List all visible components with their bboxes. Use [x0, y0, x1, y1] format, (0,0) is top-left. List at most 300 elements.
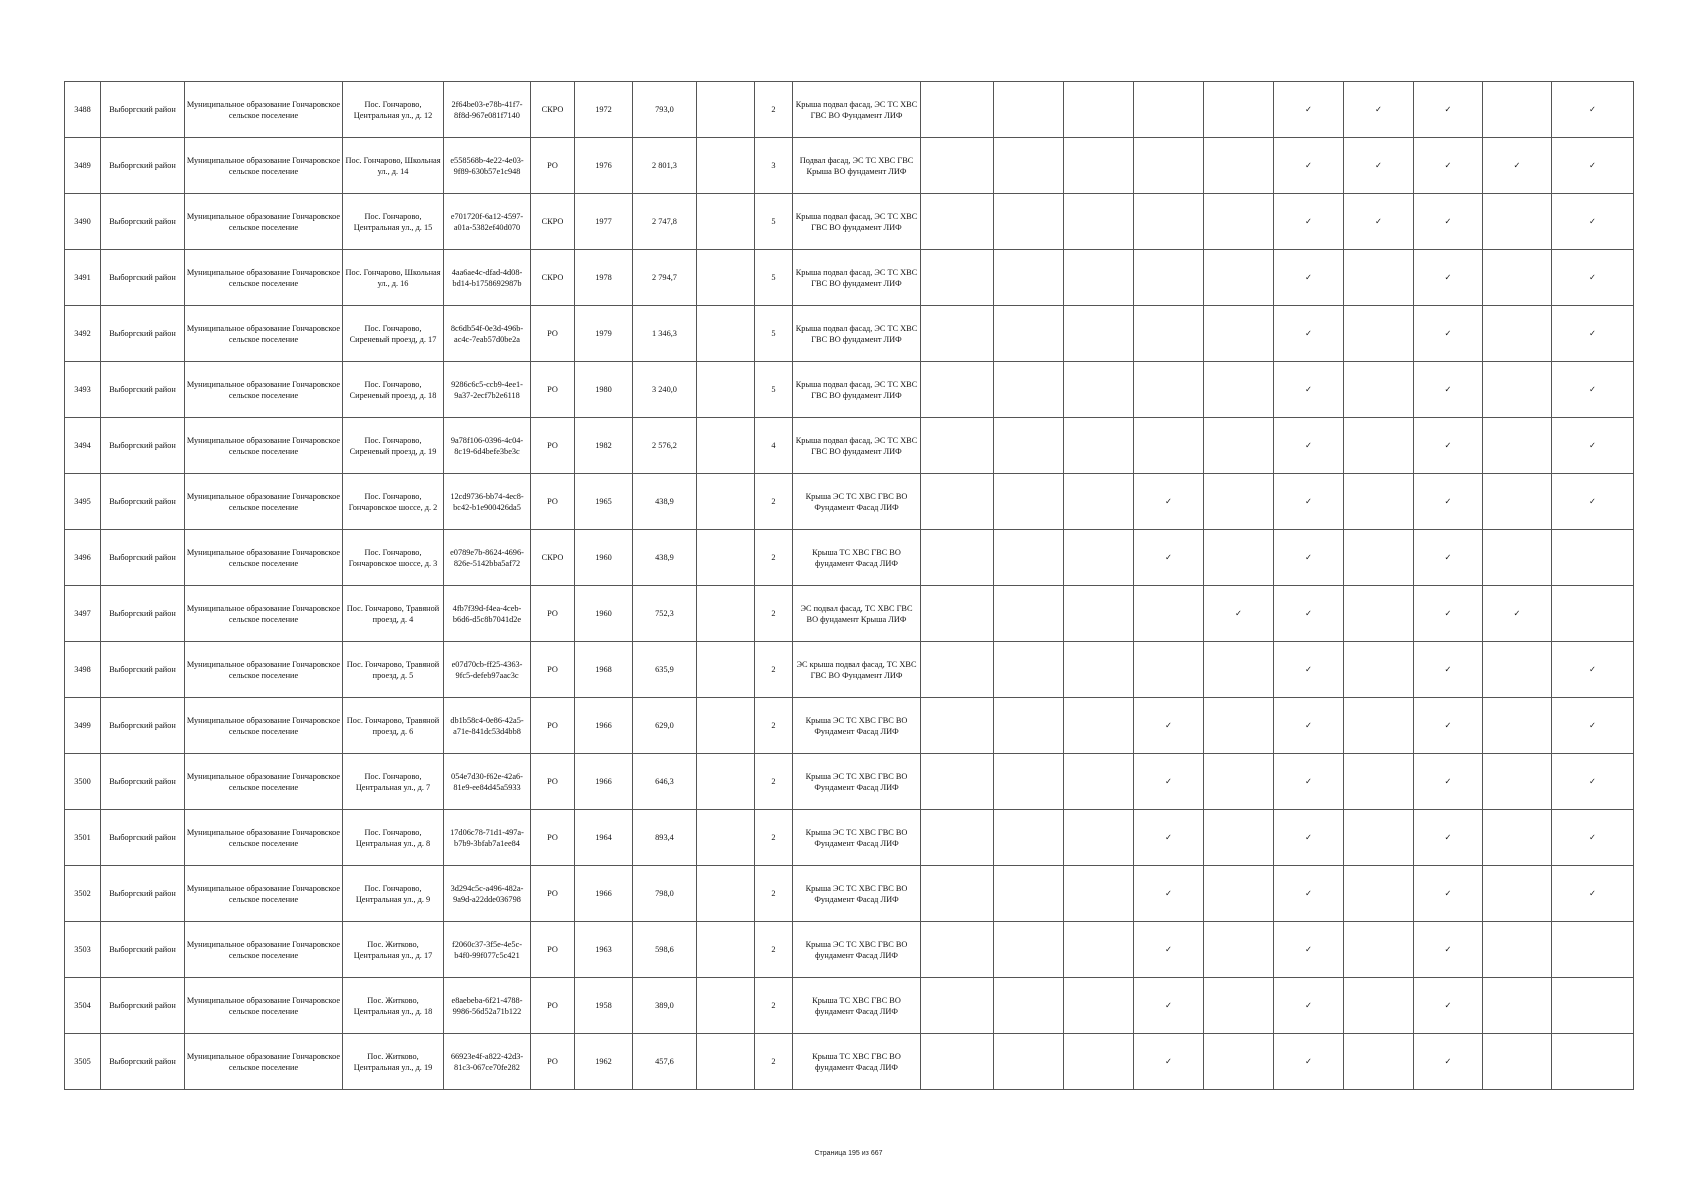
- municipality-cell: Муниципальное образование Гончаровское сельское поселение: [185, 1034, 343, 1090]
- row-number-cell: 3498: [65, 642, 101, 698]
- area-cell: 2 747,8: [633, 194, 697, 250]
- work-check-cell: [994, 698, 1064, 754]
- work-check-cell: [1552, 474, 1634, 530]
- district-cell: Выборгский район: [101, 250, 185, 306]
- address-cell: Пос. Житково, Центральная ул., д. 17: [343, 922, 444, 978]
- checkmark-icon: ✓: [1305, 944, 1312, 954]
- work-check-cell: [1064, 82, 1134, 138]
- table-row: [65, 586, 1634, 642]
- checkmark-icon: ✓: [1165, 944, 1172, 954]
- year-cell: 1976: [575, 138, 633, 194]
- checkmark-icon: ✓: [1589, 888, 1596, 898]
- work-check-cell: [1134, 754, 1204, 810]
- table-row: [65, 474, 1634, 530]
- district-cell: Выборгский район: [101, 194, 185, 250]
- checkmark-icon: ✓: [1305, 384, 1312, 394]
- work-check-cell: [1552, 810, 1634, 866]
- work-check-cell: [1064, 810, 1134, 866]
- floors-cell: 2: [755, 642, 793, 698]
- municipality-cell: Муниципальное образование Гончаровское сельское поселение: [185, 138, 343, 194]
- work-check-cell: [1483, 138, 1552, 194]
- year-cell: 1966: [575, 754, 633, 810]
- work-check-cell: [994, 754, 1064, 810]
- municipality-cell: Муниципальное образование Гончаровское сельское поселение: [185, 530, 343, 586]
- work-check-cell: [921, 194, 994, 250]
- work-check-cell: [1204, 922, 1274, 978]
- checkmark-icon: ✓: [1305, 440, 1312, 450]
- district-cell: Выборгский район: [101, 306, 185, 362]
- guid-cell: e07d70cb-ff25-4363-9fc5-defeb97aac3c: [444, 642, 531, 698]
- work-check-cell: [994, 810, 1064, 866]
- work-check-cell: [1483, 866, 1552, 922]
- work-check-cell: [1134, 698, 1204, 754]
- program-cell: РО: [531, 306, 575, 362]
- floors-cell: 2: [755, 978, 793, 1034]
- municipality-cell: Муниципальное образование Гончаровское сельское поселение: [185, 810, 343, 866]
- empty-cell: [697, 698, 755, 754]
- work-check-cell: [1274, 922, 1344, 978]
- checkmark-icon: ✓: [1305, 272, 1312, 282]
- address-cell: Пос. Гончарово, Гончаровское шоссе, д. 2: [343, 474, 444, 530]
- work-check-cell: [994, 418, 1064, 474]
- works-cell: Крыша ЭС ТС ХВС ГВС ВО Фундамент Фасад ЛИФ: [793, 698, 921, 754]
- guid-cell: e558568b-4e22-4e03-9f89-630b57e1c948: [444, 138, 531, 194]
- work-check-cell: [1274, 474, 1344, 530]
- address-cell: Пос. Гончарово, Травяной проезд, д. 5: [343, 642, 444, 698]
- municipality-cell: Муниципальное образование Гончаровское сельское поселение: [185, 866, 343, 922]
- table-row: [65, 362, 1634, 418]
- work-check-cell: [1134, 250, 1204, 306]
- work-check-cell: [994, 138, 1064, 194]
- district-cell: Выборгский район: [101, 978, 185, 1034]
- work-check-cell: [1414, 362, 1483, 418]
- table-row: [65, 922, 1634, 978]
- work-check-cell: [1134, 810, 1204, 866]
- district-cell: Выборгский район: [101, 138, 185, 194]
- program-cell: РО: [531, 586, 575, 642]
- checkmark-icon: ✓: [1165, 552, 1172, 562]
- checkmark-icon: ✓: [1589, 440, 1596, 450]
- year-cell: 1982: [575, 418, 633, 474]
- checkmark-icon: ✓: [1375, 160, 1382, 170]
- work-check-cell: [1134, 530, 1204, 586]
- checkmark-icon: ✓: [1305, 832, 1312, 842]
- work-check-cell: [1204, 978, 1274, 1034]
- work-check-cell: [921, 138, 994, 194]
- area-cell: 2 801,3: [633, 138, 697, 194]
- work-check-cell: [1204, 642, 1274, 698]
- work-check-cell: [1134, 474, 1204, 530]
- work-check-cell: [1414, 642, 1483, 698]
- checkmark-icon: ✓: [1305, 496, 1312, 506]
- checkmark-icon: ✓: [1305, 552, 1312, 562]
- work-check-cell: [921, 810, 994, 866]
- table-row: [65, 82, 1634, 138]
- work-check-cell: [1344, 418, 1414, 474]
- work-check-cell: [1414, 922, 1483, 978]
- work-check-cell: [1344, 530, 1414, 586]
- checkmark-icon: ✓: [1589, 720, 1596, 730]
- municipality-cell: Муниципальное образование Гончаровское сельское поселение: [185, 418, 343, 474]
- work-check-cell: [1414, 306, 1483, 362]
- checkmark-icon: ✓: [1589, 832, 1596, 842]
- work-check-cell: [1064, 306, 1134, 362]
- checkmark-icon: ✓: [1375, 216, 1382, 226]
- guid-cell: 2f64be03-e78b-41f7-8f8d-967e081f7140: [444, 82, 531, 138]
- address-cell: Пос. Житково, Центральная ул., д. 19: [343, 1034, 444, 1090]
- program-cell: СКРО: [531, 194, 575, 250]
- checkmark-icon: ✓: [1305, 104, 1312, 114]
- empty-cell: [697, 82, 755, 138]
- work-check-cell: [1134, 922, 1204, 978]
- row-number-cell: 3502: [65, 866, 101, 922]
- work-check-cell: [1483, 698, 1552, 754]
- floors-cell: 2: [755, 922, 793, 978]
- work-check-cell: [1344, 362, 1414, 418]
- work-check-cell: [994, 474, 1064, 530]
- work-check-cell: [921, 866, 994, 922]
- work-check-cell: [1414, 698, 1483, 754]
- checkmark-icon: ✓: [1165, 888, 1172, 898]
- work-check-cell: [994, 922, 1064, 978]
- work-check-cell: [1204, 1034, 1274, 1090]
- work-check-cell: [921, 474, 994, 530]
- guid-cell: 3d294c5c-a496-482a-9a9d-a22dde036798: [444, 866, 531, 922]
- work-check-cell: [921, 418, 994, 474]
- work-check-cell: [994, 586, 1064, 642]
- work-check-cell: [1552, 586, 1634, 642]
- empty-cell: [697, 474, 755, 530]
- table-row: [65, 306, 1634, 362]
- checkmark-icon: ✓: [1444, 552, 1452, 562]
- area-cell: 2 794,7: [633, 250, 697, 306]
- address-cell: Пос. Гончарово, Сиреневый проезд, д. 18: [343, 362, 444, 418]
- work-check-cell: [1552, 530, 1634, 586]
- row-number-cell: 3489: [65, 138, 101, 194]
- work-check-cell: [1552, 866, 1634, 922]
- district-cell: Выборгский район: [101, 362, 185, 418]
- table-row: [65, 642, 1634, 698]
- work-check-cell: [1204, 362, 1274, 418]
- municipality-cell: Муниципальное образование Гончаровское сельское поселение: [185, 922, 343, 978]
- work-check-cell: [994, 978, 1064, 1034]
- works-cell: Крыша ЭС ТС ХВС ГВС ВО Фундамент Фасад ЛИФ: [793, 754, 921, 810]
- work-check-cell: [1274, 866, 1344, 922]
- work-check-cell: [1204, 138, 1274, 194]
- program-cell: РО: [531, 362, 575, 418]
- checkmark-icon: ✓: [1444, 384, 1452, 394]
- municipality-cell: Муниципальное образование Гончаровское сельское поселение: [185, 250, 343, 306]
- empty-cell: [697, 138, 755, 194]
- work-check-cell: [1414, 978, 1483, 1034]
- work-check-cell: [1344, 922, 1414, 978]
- checkmark-icon: ✓: [1165, 1056, 1172, 1066]
- address-cell: Пос. Гончарово, Сиреневый проезд, д. 19: [343, 418, 444, 474]
- year-cell: 1962: [575, 1034, 633, 1090]
- work-check-cell: [1064, 922, 1134, 978]
- work-check-cell: [921, 642, 994, 698]
- checkmark-icon: ✓: [1444, 328, 1452, 338]
- work-check-cell: [1483, 82, 1552, 138]
- empty-cell: [697, 642, 755, 698]
- work-check-cell: [1344, 1034, 1414, 1090]
- work-check-cell: [921, 82, 994, 138]
- program-cell: РО: [531, 810, 575, 866]
- work-check-cell: [1274, 642, 1344, 698]
- works-cell: Подвал фасад, ЭС ТС ХВС ГВС Крыша ВО фундамент ЛИФ: [793, 138, 921, 194]
- work-check-cell: [1274, 138, 1344, 194]
- checkmark-icon: ✓: [1589, 328, 1596, 338]
- checkmark-icon: ✓: [1305, 720, 1312, 730]
- floors-cell: 2: [755, 1034, 793, 1090]
- row-number-cell: 3503: [65, 922, 101, 978]
- works-cell: Крыша ЭС ТС ХВС ГВС ВО Фундамент Фасад ЛИФ: [793, 810, 921, 866]
- work-check-cell: [994, 1034, 1064, 1090]
- work-check-cell: [1344, 978, 1414, 1034]
- year-cell: 1977: [575, 194, 633, 250]
- work-check-cell: [1274, 754, 1344, 810]
- row-number-cell: 3492: [65, 306, 101, 362]
- works-cell: Крыша ЭС ТС ХВС ГВС ВО Фундамент Фасад ЛИФ: [793, 474, 921, 530]
- checkmark-icon: ✓: [1444, 216, 1452, 226]
- area-cell: 457,6: [633, 1034, 697, 1090]
- work-check-cell: [1552, 194, 1634, 250]
- work-check-cell: [1414, 418, 1483, 474]
- work-check-cell: [1414, 474, 1483, 530]
- year-cell: 1963: [575, 922, 633, 978]
- row-number-cell: 3496: [65, 530, 101, 586]
- municipality-cell: Муниципальное образование Гончаровское сельское поселение: [185, 474, 343, 530]
- year-cell: 1966: [575, 866, 633, 922]
- work-check-cell: [1483, 978, 1552, 1034]
- district-cell: Выборгский район: [101, 586, 185, 642]
- checkmark-icon: ✓: [1444, 720, 1452, 730]
- work-check-cell: [994, 642, 1064, 698]
- year-cell: 1960: [575, 530, 633, 586]
- work-check-cell: [1064, 642, 1134, 698]
- program-cell: СКРО: [531, 530, 575, 586]
- work-check-cell: [1134, 586, 1204, 642]
- checkmark-icon: ✓: [1305, 328, 1312, 338]
- work-check-cell: [1344, 306, 1414, 362]
- district-cell: Выборгский район: [101, 698, 185, 754]
- year-cell: 1966: [575, 698, 633, 754]
- floors-cell: 5: [755, 194, 793, 250]
- work-check-cell: [1552, 250, 1634, 306]
- work-check-cell: [1483, 250, 1552, 306]
- work-check-cell: [1134, 418, 1204, 474]
- floors-cell: 5: [755, 362, 793, 418]
- works-cell: Крыша подвал фасад, ЭС ТС ХВС ГВС ВО фундамент ЛИФ: [793, 306, 921, 362]
- work-check-cell: [921, 698, 994, 754]
- work-check-cell: [994, 362, 1064, 418]
- housing-registry-table: [64, 81, 1634, 1090]
- municipality-cell: Муниципальное образование Гончаровское сельское поселение: [185, 642, 343, 698]
- work-check-cell: [1134, 138, 1204, 194]
- work-check-cell: [1414, 754, 1483, 810]
- work-check-cell: [1414, 138, 1483, 194]
- address-cell: Пос. Гончарово, Центральная ул., д. 9: [343, 866, 444, 922]
- municipality-cell: Муниципальное образование Гончаровское сельское поселение: [185, 586, 343, 642]
- year-cell: 1960: [575, 586, 633, 642]
- district-cell: Выборгский район: [101, 418, 185, 474]
- work-check-cell: [1064, 474, 1134, 530]
- work-check-cell: [1414, 866, 1483, 922]
- address-cell: Пос. Гончарово, Школьная ул., д. 16: [343, 250, 444, 306]
- program-cell: РО: [531, 866, 575, 922]
- checkmark-icon: ✓: [1444, 160, 1452, 170]
- floors-cell: 4: [755, 418, 793, 474]
- checkmark-icon: ✓: [1444, 832, 1452, 842]
- work-check-cell: [1552, 642, 1634, 698]
- work-check-cell: [1204, 810, 1274, 866]
- table-row: [65, 530, 1634, 586]
- empty-cell: [697, 754, 755, 810]
- work-check-cell: [1274, 530, 1344, 586]
- work-check-cell: [994, 250, 1064, 306]
- year-cell: 1980: [575, 362, 633, 418]
- work-check-cell: [1064, 866, 1134, 922]
- work-check-cell: [1344, 138, 1414, 194]
- work-check-cell: [1274, 586, 1344, 642]
- area-cell: 438,9: [633, 530, 697, 586]
- checkmark-icon: ✓: [1444, 1000, 1452, 1010]
- work-check-cell: [1414, 250, 1483, 306]
- checkmark-icon: ✓: [1375, 104, 1382, 114]
- work-check-cell: [1134, 82, 1204, 138]
- checkmark-icon: ✓: [1589, 160, 1596, 170]
- work-check-cell: [1483, 1034, 1552, 1090]
- work-check-cell: [1552, 418, 1634, 474]
- work-check-cell: [994, 194, 1064, 250]
- table-row: [65, 1034, 1634, 1090]
- work-check-cell: [1414, 810, 1483, 866]
- work-check-cell: [1204, 250, 1274, 306]
- work-check-cell: [1274, 82, 1344, 138]
- checkmark-icon: ✓: [1305, 160, 1312, 170]
- municipality-cell: Муниципальное образование Гончаровское сельское поселение: [185, 978, 343, 1034]
- work-check-cell: [1344, 250, 1414, 306]
- work-check-cell: [921, 586, 994, 642]
- area-cell: 646,3: [633, 754, 697, 810]
- table-row: [65, 138, 1634, 194]
- district-cell: Выборгский район: [101, 642, 185, 698]
- work-check-cell: [1414, 1034, 1483, 1090]
- guid-cell: 12cd9736-bb74-4ec8-bc42-b1e900426da5: [444, 474, 531, 530]
- guid-cell: 4aa6ae4c-dfad-4d08-bd14-b1758692987b: [444, 250, 531, 306]
- program-cell: РО: [531, 754, 575, 810]
- row-number-cell: 3494: [65, 418, 101, 474]
- checkmark-icon: ✓: [1305, 664, 1312, 674]
- guid-cell: 4fb7f39d-f4ea-4ceb-b6d6-d5c8b7041d2e: [444, 586, 531, 642]
- table-row: [65, 754, 1634, 810]
- work-check-cell: [1552, 82, 1634, 138]
- floors-cell: 2: [755, 586, 793, 642]
- table-row: [65, 250, 1634, 306]
- work-check-cell: [1483, 418, 1552, 474]
- works-cell: Крыша ЭС ТС ХВС ГВС ВО Фундамент Фасад ЛИФ: [793, 866, 921, 922]
- checkmark-icon: ✓: [1589, 104, 1596, 114]
- program-cell: РО: [531, 978, 575, 1034]
- area-cell: 1 346,3: [633, 306, 697, 362]
- work-check-cell: [1344, 194, 1414, 250]
- district-cell: Выборгский район: [101, 1034, 185, 1090]
- work-check-cell: [1274, 306, 1344, 362]
- row-number-cell: 3504: [65, 978, 101, 1034]
- district-cell: Выборгский район: [101, 810, 185, 866]
- work-check-cell: [921, 362, 994, 418]
- area-cell: 793,0: [633, 82, 697, 138]
- work-check-cell: [1483, 194, 1552, 250]
- table-row: [65, 418, 1634, 474]
- municipality-cell: Муниципальное образование Гончаровское сельское поселение: [185, 194, 343, 250]
- work-check-cell: [1483, 362, 1552, 418]
- work-check-cell: [1344, 82, 1414, 138]
- checkmark-icon: ✓: [1165, 832, 1172, 842]
- work-check-cell: [1483, 642, 1552, 698]
- checkmark-icon: ✓: [1444, 104, 1452, 114]
- work-check-cell: [1483, 530, 1552, 586]
- guid-cell: 9286c6c5-ccb9-4ee1-9a37-2ecf7b2e6118: [444, 362, 531, 418]
- work-check-cell: [1344, 866, 1414, 922]
- work-check-cell: [1274, 978, 1344, 1034]
- checkmark-icon: ✓: [1589, 664, 1596, 674]
- address-cell: Пос. Гончарово, Центральная ул., д. 12: [343, 82, 444, 138]
- work-check-cell: [1274, 250, 1344, 306]
- guid-cell: 054e7d30-f62e-42a6-81e9-ee84d45a5933: [444, 754, 531, 810]
- work-check-cell: [1552, 306, 1634, 362]
- work-check-cell: [1134, 194, 1204, 250]
- empty-cell: [697, 810, 755, 866]
- work-check-cell: [1204, 866, 1274, 922]
- work-check-cell: [1552, 138, 1634, 194]
- work-check-cell: [1414, 194, 1483, 250]
- checkmark-icon: ✓: [1444, 776, 1452, 786]
- work-check-cell: [1483, 306, 1552, 362]
- program-cell: РО: [531, 418, 575, 474]
- empty-cell: [697, 586, 755, 642]
- floors-cell: 2: [755, 474, 793, 530]
- area-cell: 438,9: [633, 474, 697, 530]
- empty-cell: [697, 306, 755, 362]
- row-number-cell: 3493: [65, 362, 101, 418]
- work-check-cell: [1274, 418, 1344, 474]
- floors-cell: 2: [755, 82, 793, 138]
- work-check-cell: [921, 250, 994, 306]
- empty-cell: [697, 978, 755, 1034]
- work-check-cell: [1483, 754, 1552, 810]
- works-cell: Крыша подвал фасад, ЭС ТС ХВС ГВС ВО фундамент ЛИФ: [793, 418, 921, 474]
- municipality-cell: Муниципальное образование Гончаровское сельское поселение: [185, 754, 343, 810]
- row-number-cell: 3500: [65, 754, 101, 810]
- table-row: [65, 810, 1634, 866]
- checkmark-icon: ✓: [1589, 384, 1596, 394]
- work-check-cell: [921, 754, 994, 810]
- work-check-cell: [1204, 586, 1274, 642]
- work-check-cell: [994, 866, 1064, 922]
- address-cell: Пос. Гончарово, Травяной проезд, д. 4: [343, 586, 444, 642]
- work-check-cell: [1344, 810, 1414, 866]
- address-cell: Пос. Гончарово, Травяной проезд, д. 6: [343, 698, 444, 754]
- table-row: [65, 194, 1634, 250]
- address-cell: Пос. Гончарово, Сиреневый проезд, д. 17: [343, 306, 444, 362]
- address-cell: Пос. Гончарово, Центральная ул., д. 7: [343, 754, 444, 810]
- work-check-cell: [921, 306, 994, 362]
- checkmark-icon: ✓: [1235, 608, 1242, 618]
- checkmark-icon: ✓: [1305, 608, 1312, 618]
- area-cell: 752,3: [633, 586, 697, 642]
- district-cell: Выборгский район: [101, 754, 185, 810]
